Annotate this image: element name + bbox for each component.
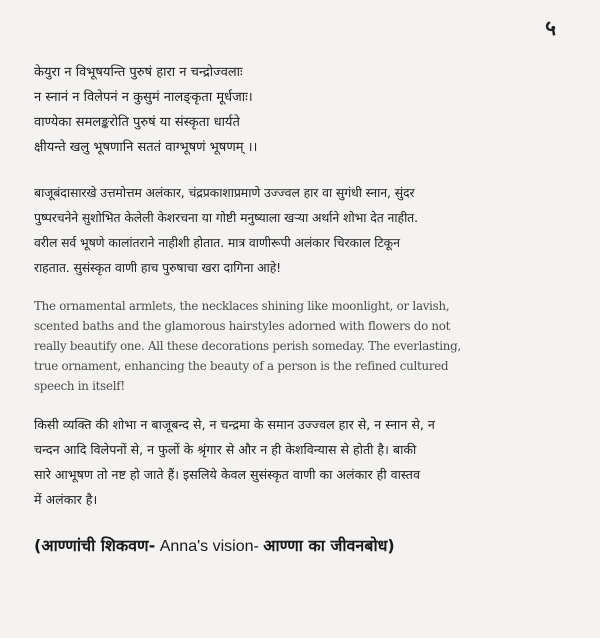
marathi-line: पुष्परचनेने सुशोभित केलेली केशरचना या गोष्टी मनुष्याला खऱ्या अर्थाने शोभा देत नाहीत. xyxy=(34,210,418,225)
english-line: really beautify one. All these decorations perish someday. The everlasting, xyxy=(34,339,461,353)
marathi-translation xyxy=(34,180,569,280)
credit-english: Anna's vision- xyxy=(155,538,264,555)
hindi-line: में अलंकार है। xyxy=(34,492,98,507)
sanskrit-verse xyxy=(34,60,569,160)
verse-line: न स्नानं न विलेपनं न कुसुमं नालङ्कृता मूर्धजाः। xyxy=(34,90,253,105)
source-credit xyxy=(34,534,395,556)
english-translation xyxy=(34,296,569,396)
credit-marathi: (आण्णांची शिकवण- xyxy=(34,536,156,555)
verse-line: केयुरा न विभूषयन्ति पुरुषं हारा न चन्द्रोज्वलाः xyxy=(34,65,243,80)
hindi-translation xyxy=(34,412,569,512)
english-line: The ornamental armlets, the necklaces shining like moonlight, or lavish, xyxy=(34,299,450,313)
page-number: ५ xyxy=(545,16,556,40)
verse-line: वाण्येका समलङ्करोति पुरुषं या संस्कृता धार्यते xyxy=(34,115,240,130)
marathi-line: वरील सर्व भूषणे कालांतराने नाहीशी होतात. मात्र वाणीरूपी अलंकार चिरकाल टिकून xyxy=(34,235,400,250)
english-line: true ornament, enhancing the beauty of a person is the refined cultured xyxy=(34,359,449,373)
english-line: speech in itself! xyxy=(34,379,125,393)
hindi-line: चन्दन आदि विलेपनों से, न फुलों के श्रृंगार से और न ही केशविन्यास से होती है। बाकी xyxy=(34,442,417,457)
verse-line: क्षीयन्ते खलु भूषणानि सततं वाग्भूषणं भूषणम् ।। xyxy=(34,140,258,155)
english-line: scented baths and the glamorous hairstyles adorned with flowers do not xyxy=(34,319,451,333)
credit-hindi: आण्णा का जीवनबोध) xyxy=(263,536,395,555)
marathi-line: बाजूबंदासारखे उत्तमोत्तम अलंकार, चंद्रप्रकाशाप्रमाणे उज्ज्वल हार वा सुगंधी स्नान, सुंदर xyxy=(34,185,415,200)
marathi-line: राहतात. सुसंस्कृत वाणी हाच पुरुषाचा खरा दागिना आहे! xyxy=(34,260,282,275)
hindi-line: सारे आभूषण तो नष्ट हो जाते हैं। इसलिये केवल सुसंस्कृत वाणी का अलंकार ही वास्तव xyxy=(34,467,420,482)
hindi-line: किसी व्यक्ति की शोभा न बाजूबन्द से, न चन्द्रमा के समान उज्ज्वल हार से, न स्नान से, न xyxy=(34,417,435,432)
